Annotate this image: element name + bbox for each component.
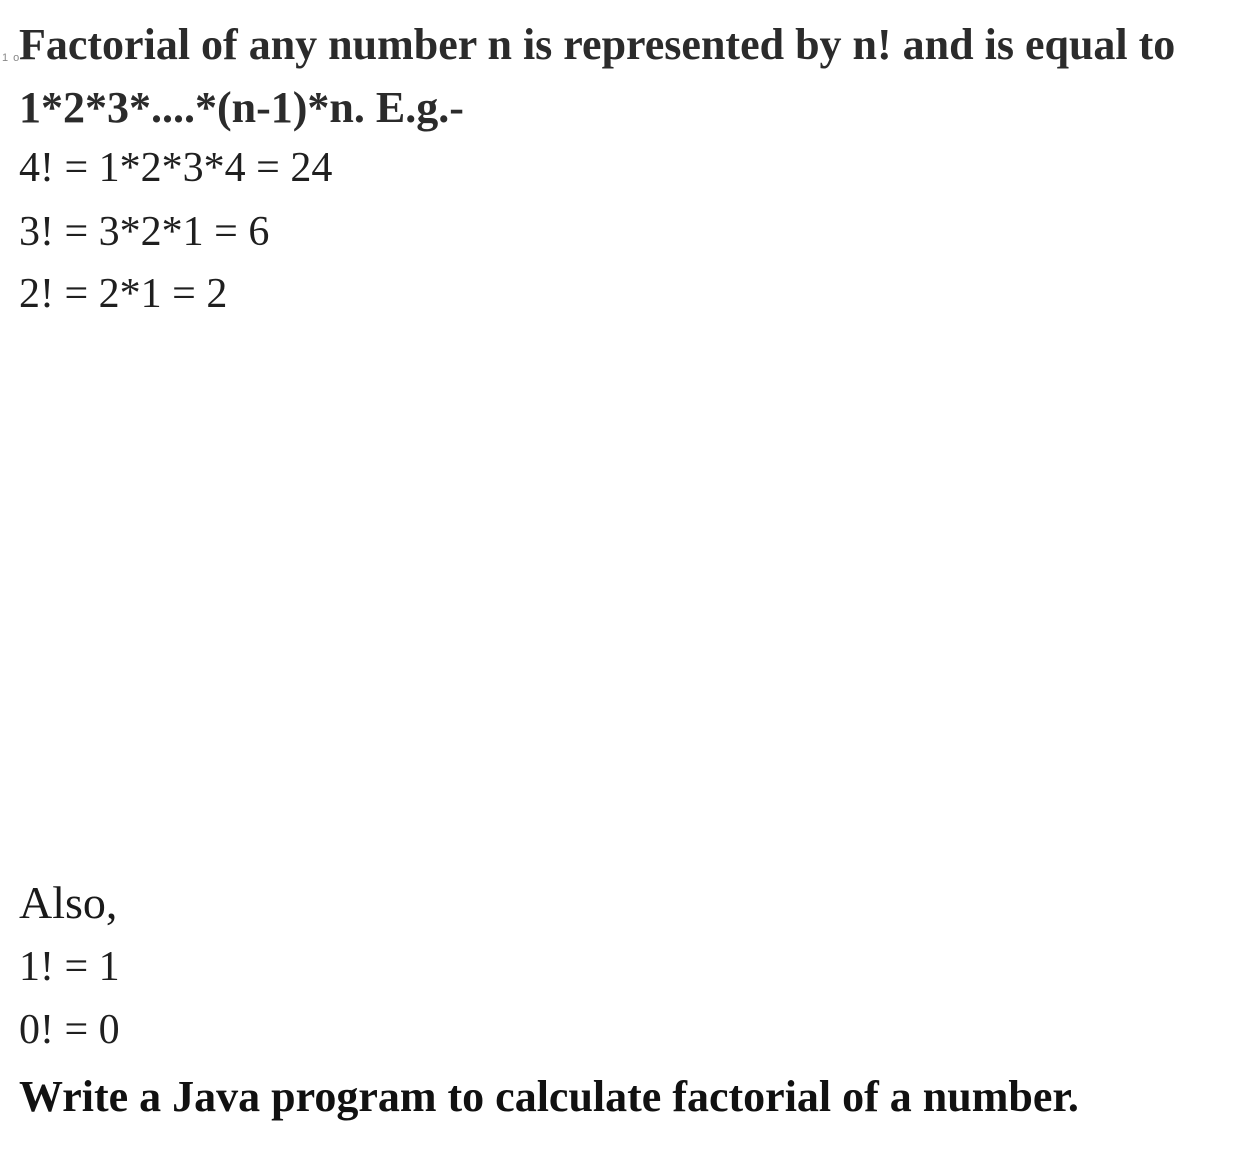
intro-line-1: Factorial of any number n is represented by n! and is equal to xyxy=(19,20,1176,69)
special-case-0-factorial: 0! = 0 xyxy=(19,1007,120,1053)
example-2-factorial: 2! = 2*1 = 2 xyxy=(19,271,228,317)
task-statement: Write a Java program to calculate factorial of a number. xyxy=(19,1072,1079,1121)
also-label: Also, xyxy=(19,877,118,928)
intro-line-2: 1*2*3*....*(n-1)*n. E.g.- xyxy=(19,83,464,132)
example-4-factorial: 4! = 1*2*3*4 = 24 xyxy=(19,145,333,191)
special-case-1-factorial: 1! = 1 xyxy=(19,944,120,990)
margin-marker: 1 o xyxy=(2,52,21,64)
example-3-factorial: 3! = 3*2*1 = 6 xyxy=(19,209,270,255)
